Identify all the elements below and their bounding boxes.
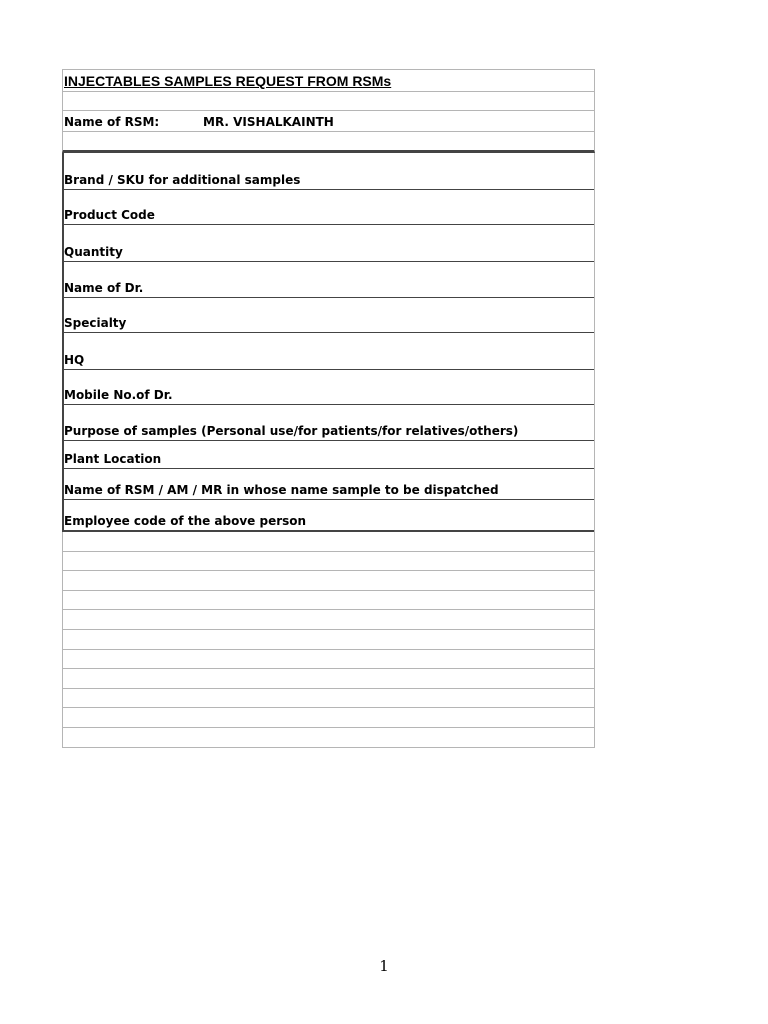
empty-row: [62, 591, 595, 611]
field-doctor-mobile: [64, 370, 594, 405]
field-specialty: [64, 298, 594, 333]
field-product-code: [64, 190, 594, 225]
form-title: INJECTABLES SAMPLES REQUEST FROM RSMs: [64, 73, 392, 89]
empty-row: [62, 532, 595, 552]
field-plant-location: [64, 441, 594, 469]
field-label: Name of Dr.: [64, 281, 144, 295]
empty-row: [62, 650, 595, 670]
empty-row: [62, 552, 595, 572]
field-label: Mobile No.of Dr.: [64, 388, 173, 402]
field-doctor-name: [64, 262, 594, 298]
field-label: Brand / SKU for additional samples: [64, 173, 301, 187]
request-fields: [62, 153, 595, 532]
field-dispatch-name: [64, 469, 594, 500]
field-purpose: [64, 405, 594, 441]
page-number: 1: [379, 957, 389, 975]
field-label: Employee code of the above person: [64, 514, 307, 528]
field-label: HQ: [64, 353, 85, 367]
empty-row: [62, 630, 595, 650]
request-form-sheet: [62, 69, 595, 748]
rsm-name-label: Name of RSM:: [64, 115, 160, 129]
field-label: Purpose of samples (Personal use/for patients/for relatives/others): [64, 424, 519, 438]
field-employee-code: [64, 500, 594, 532]
empty-row: [62, 610, 595, 630]
field-quantity: [64, 225, 594, 262]
field-label: Name of RSM / AM / MR in whose name sample to be dispatched: [64, 483, 499, 497]
field-brand-sku: [64, 153, 594, 190]
empty-row: [62, 728, 595, 748]
title-row: [62, 69, 595, 92]
field-label: Product Code: [64, 208, 155, 222]
blank-row: [62, 92, 595, 111]
empty-rows: [62, 532, 595, 748]
field-label: Specialty: [64, 316, 127, 330]
rsm-name-row: [62, 111, 595, 132]
field-label: Quantity: [64, 245, 123, 259]
blank-row: [62, 132, 595, 153]
rsm-name-value: MR. VISHALKAINTH: [203, 115, 334, 129]
field-label: Plant Location: [64, 452, 162, 466]
empty-row: [62, 571, 595, 591]
empty-row: [62, 689, 595, 709]
empty-row: [62, 708, 595, 728]
field-hq: [64, 333, 594, 370]
empty-row: [62, 669, 595, 689]
